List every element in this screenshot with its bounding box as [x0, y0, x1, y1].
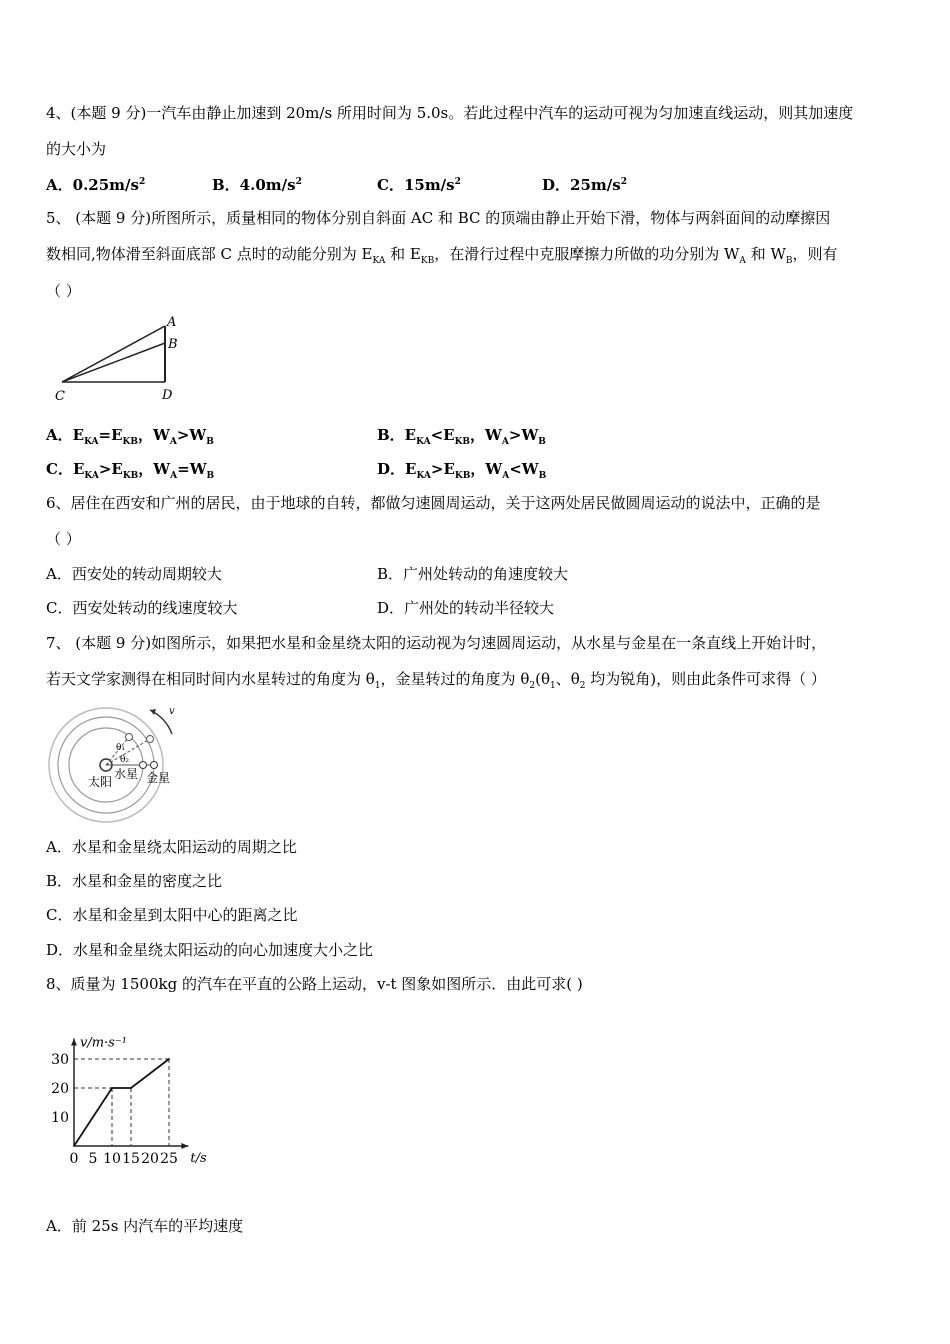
data-point [111, 1087, 113, 1089]
x-tick-label: 5 [88, 1151, 98, 1167]
q5-option-d[interactable]: D．$E_{KA}>E_{KB}$，$W_A<W_B$ [377, 460, 547, 481]
x-axis-arrow-icon [181, 1143, 188, 1149]
q7-option-b[interactable]: B．水星和金星的密度之比 [46, 872, 223, 890]
q7-option-a[interactable]: A．水星和金星绕太阳运动的周期之比 [46, 838, 297, 856]
label-venus: 金星 [146, 771, 171, 785]
y-axis-label: v/m·s⁻¹ [80, 1035, 127, 1051]
q4-line1: 4、(本题 9 分)一汽车由静止加速到 20m/s 所用时间为 5.0s。若此过程中汽车的运动可视为匀加速直线运动，则其加速度 [46, 104, 854, 122]
q4-option-d[interactable]: D．$25m/s^2$ [542, 176, 627, 194]
y-tick-label: 30 [51, 1052, 69, 1068]
venus-end-icon [147, 736, 154, 743]
q5-option-b[interactable]: B．$E_{KA}<E_{KB}$，$W_A>W_B$ [377, 426, 546, 447]
label-b: B [168, 337, 178, 352]
venus-start-icon [151, 762, 158, 769]
label-sun: 太阳 [88, 775, 113, 789]
x-tick-label: 0 [69, 1151, 79, 1167]
q4-line2: 的大小为 [46, 140, 107, 158]
q5-line2: 数相同,物体滑至斜面底部 C 点时的动能分别为 $E_{KA}$ 和 $E_{KB}$，在滑行过程中克服摩擦力所做的功分别为 $W_A$ 和 $W_B$，则有 [46, 245, 838, 266]
q5-option-c[interactable]: C．$E_{KA}>E_{KB}$，$W_A=W_B$ [46, 460, 215, 481]
incline-figure [50, 312, 185, 404]
label-c: C [55, 389, 65, 404]
q7-line1: 7、 (本题 9 分)如图所示，如果把水星和金星绕太阳的运动视为匀速圆周运动，从水星与金星在一条直线上开始计时， [46, 634, 827, 652]
q6-line1: 6、居住在西安和广州的居民，由于地球的自转，都做匀速圆周运动，关于这两处居民做圆周运动的说法中，正确的是 [46, 494, 821, 512]
y-axis-arrow-icon [71, 1039, 77, 1046]
q4-option-c[interactable]: C．$15m/s^2$ [377, 176, 461, 194]
x-tick-label: 15 [122, 1151, 140, 1167]
q5-option-a[interactable]: A．$E_{KA}=E_{KB}$，$W_A>W_B$ [46, 426, 214, 447]
q6-option-c[interactable]: C．西安处转动的线速度较大 [46, 599, 238, 617]
x-tick-label: 25 [160, 1151, 178, 1167]
q5-line1: 5、 (本题 9 分)所图所示，质量相同的物体分别自斜面 AC 和 BC 的顶端由静止开始下滑，物体与两斜面间的动摩擦因 [46, 209, 831, 227]
label-theta1: θ₁ [116, 743, 126, 753]
q8-line1: 8、质量为 1500kg 的汽车在平直的公路上运动，v-t 图象如图所示．由此可求( ) [46, 975, 583, 993]
q4-option-a[interactable]: A．$0.25m/s^2$ [46, 176, 146, 194]
label-a: A [167, 315, 177, 330]
mercury-end-icon [126, 734, 133, 741]
x-tick-label: 20 [141, 1151, 159, 1167]
vt-chart [40, 1012, 315, 1172]
q5-line3: （ ） [46, 282, 81, 300]
label-v: v [169, 706, 175, 717]
y-tick-label: 10 [51, 1110, 69, 1126]
q7-option-c[interactable]: C．水星和金星到太阳中心的距离之比 [46, 906, 298, 924]
x-tick-label: 10 [103, 1151, 121, 1167]
q4-option-b[interactable]: B．$4.0m/s^2$ [212, 176, 302, 194]
velocity-arrow-icon [150, 709, 156, 715]
mercury-start-icon [140, 762, 147, 769]
q7-option-d[interactable]: D．水星和金星绕太阳运动的向心加速度大小之比 [46, 941, 374, 959]
q6-option-b[interactable]: B．广州处转动的角速度较大 [377, 565, 569, 583]
series-line-v [74, 1059, 169, 1146]
data-point [73, 1145, 75, 1147]
q6-line2: （ ） [46, 530, 81, 548]
q6-option-a[interactable]: A．西安处的转动周期较大 [46, 565, 222, 583]
q6-option-d[interactable]: D．广州处的转动半径较大 [377, 599, 555, 617]
x-axis-label: t/s [190, 1151, 207, 1166]
q8-option-a[interactable]: A．前 25s 内汽车的平均速度 [46, 1217, 244, 1235]
data-point [130, 1087, 132, 1089]
incline-ac [62, 326, 165, 382]
incline-bc [62, 343, 165, 382]
y-tick-label: 20 [51, 1081, 69, 1097]
q7-line2: 若天文学家测得在相同时间内水星转过的角度为 $\theta_1$，金星转过的角度为 $\theta_2(\theta_1$、$\theta_2$ 均为锐角)，则由此条件可求得（ ） [46, 670, 826, 691]
label-mercury: 水星 [114, 767, 139, 781]
label-d: D [162, 388, 173, 403]
orbit-figure [46, 700, 186, 825]
data-point [168, 1058, 170, 1060]
label-theta2: θ₂ [120, 755, 130, 765]
